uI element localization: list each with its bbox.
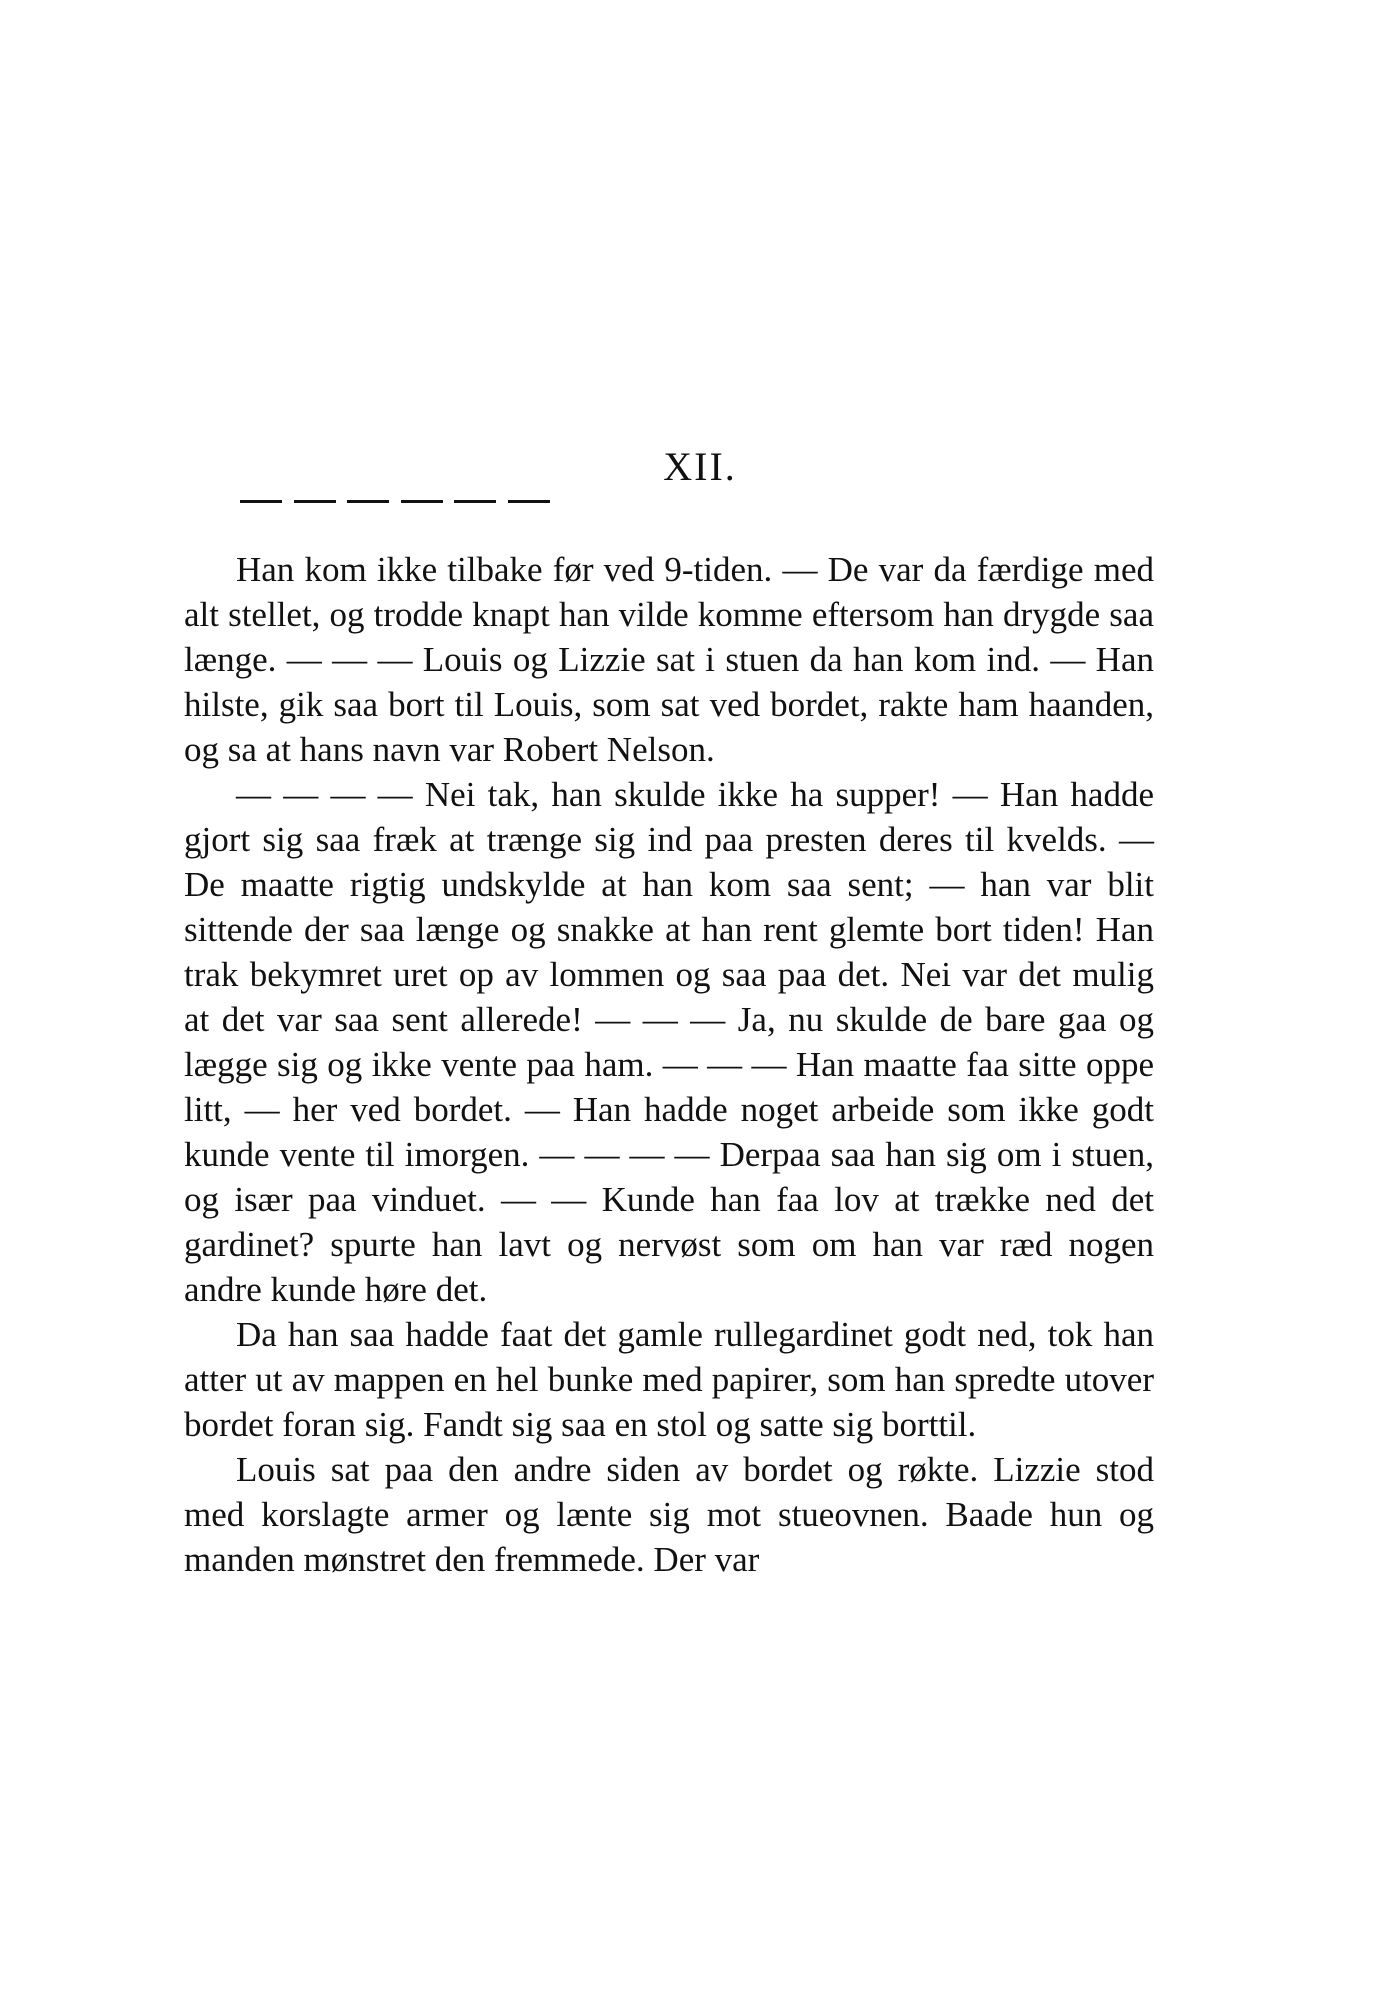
chapter-heading: XII. xyxy=(663,444,737,489)
dash-mark xyxy=(347,500,389,503)
dash-mark xyxy=(240,500,282,503)
dash-mark xyxy=(454,500,496,503)
dash-mark xyxy=(294,500,336,503)
section-dash-rule xyxy=(240,500,550,503)
body-text xyxy=(184,547,1154,1582)
paragraph-2: — — — — Nei tak, han skulde ikke ha supper! — Han hadde gjort sig saa fræk at trænge sig ind paa presten deres til kvelds. — De maatte rigtig undskylde at han kom saa sent; — han var blit sittende der saa længe og snakke at han rent glemte bort tiden! Han trak bekymret uret op av lommen og saa paa det. Nei var det mulig at det var saa sent allerede! — — — Ja, nu skulde de bare gaa og lægge sig og ikke vente paa ham. — — — Han maatte faa sitte oppe litt, — her ved bordet. — Han hadde noget arbeide som ikke godt kunde vente til imorgen. — — — — Derpaa saa han sig om i stuen, og især paa vinduet. — — Kunde han faa lov at trække ned det gardinet? spurte han lavt og nervøst som om han var ræd nogen andre kunde høre det. xyxy=(184,775,1154,1309)
dash-mark xyxy=(508,500,550,503)
paragraph-1: Han kom ikke tilbake før ved 9-tiden. — De var da færdige med alt stellet, og trodde knapt han vilde komme eftersom han drygde saa længe. — — — Louis og Lizzie sat i stuen da han kom ind. — Han hilste, gik saa bort til Louis, som sat ved bordet, rakte ham haanden, og sa at hans navn var Robert Nelson. xyxy=(184,550,1154,769)
dash-mark xyxy=(401,500,443,503)
paragraph-4: Louis sat paa den andre siden av bordet og røkte. Lizzie stod med korslagte armer og lænte sig mot stueovnen. Baade hun og manden mønstret den fremmede. Der var xyxy=(184,1450,1154,1579)
paragraph-3: Da han saa hadde faat det gamle rullegardinet godt ned, tok han atter ut av mappen en hel bunke med papirer, som han spredte utover bordet foran sig. Fandt sig saa en stol og satte sig borttil. xyxy=(184,1315,1154,1444)
